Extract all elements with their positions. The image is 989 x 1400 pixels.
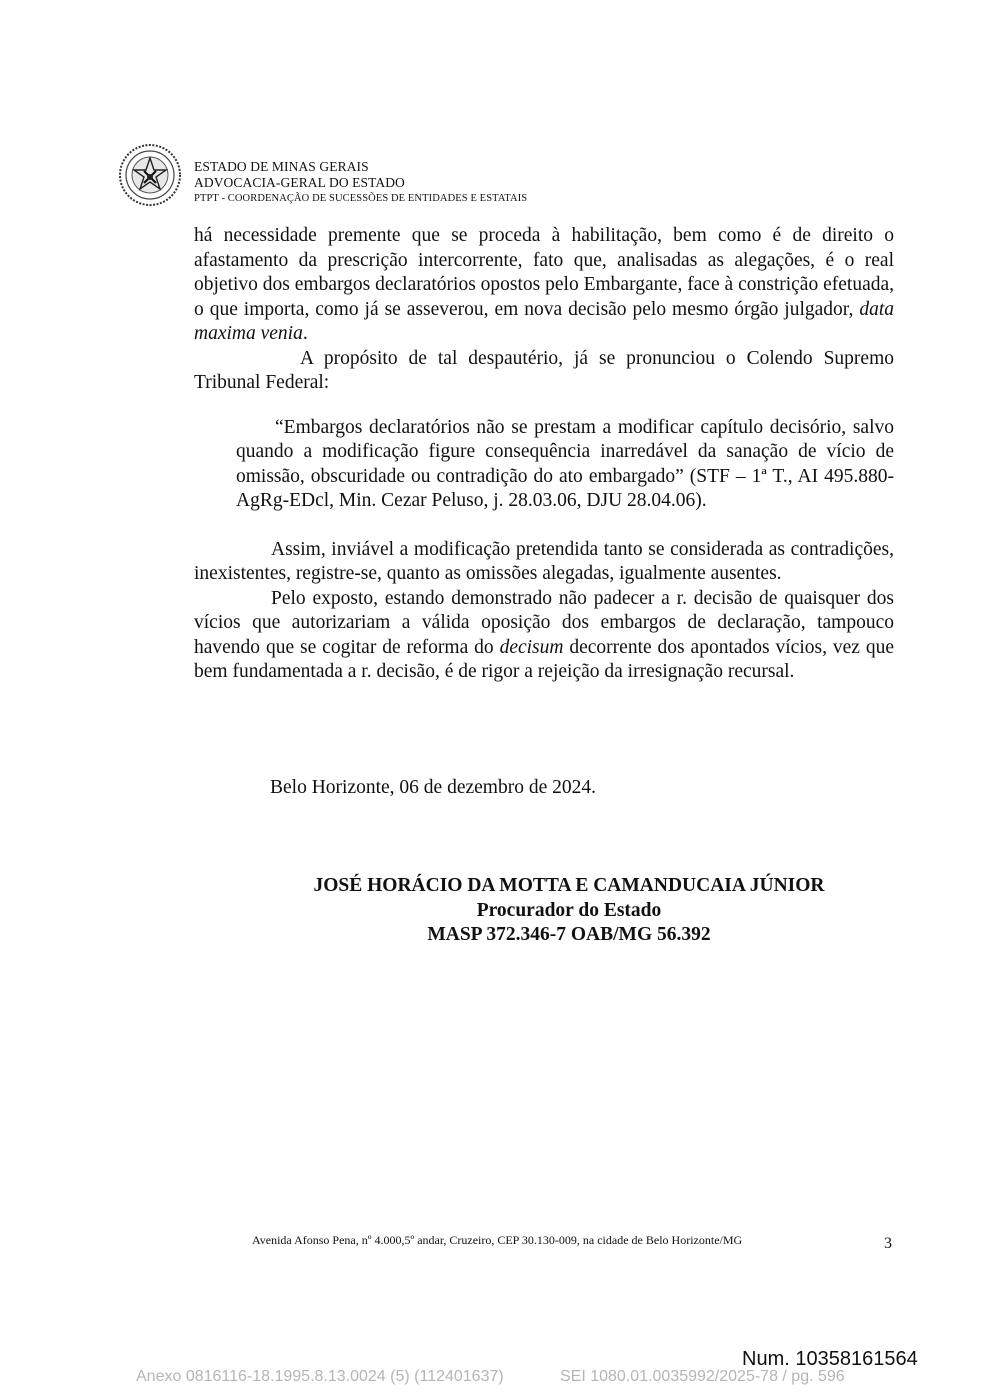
sei-stamp: SEI 1080.01.0035992/2025-78 / pg. 596	[560, 1368, 845, 1385]
paragraph-2: A propósito de tal despautério, já se pronunciou o Colendo Supremo Tribunal Federal:	[194, 347, 894, 393]
document-body	[194, 224, 894, 685]
agency-name: ADVOCACIA-GERAL DO ESTADO	[194, 175, 405, 190]
latin-term: decisum	[499, 636, 564, 658]
quote-text: “Embargos declaratórios não se prestam a modificar capítulo decisório, salvo quando a modificação figure consequência inarredável da sanação de vício de omissão, obscuridade ou contradição do ato embargado” (STF – 1ª T., AI 495.880-AgRg-EDcl, Min. Cezar Peluso, j. 28.03.06, DJU 28.04.06).	[236, 416, 894, 511]
letterhead-text	[194, 159, 527, 207]
signer-role: Procurador do Estado	[476, 899, 662, 921]
paragraph-4-text: Pelo exposto, estando demonstrado não padecer a r. decisão de quaisquer dos vícios que autorizariam a válida oposição dos embargos de declaração, tampouco havendo que se cogitar de reforma do	[194, 587, 894, 658]
latin-phrase: data maxima venia	[194, 298, 894, 344]
paragraph-3: Assim, inviável a modificação pretendida tanto se considerada as contradições, inexistentes, registre-se, quanto as omissões alegadas, igualmente ausentes.	[194, 538, 894, 584]
paragraph-1-end: .	[302, 323, 308, 344]
state-seal-icon	[118, 143, 182, 207]
footer-address: Avenida Afonso Pena, nº 4.000,5º andar, Cruzeiro, CEP 30.130-009, na cidade de Belo Horizonte/MG	[252, 1233, 743, 1247]
signer-ids: MASP 372.346-7 OAB/MG 56.392	[427, 924, 711, 945]
paragraph-1	[194, 224, 894, 347]
place-date: Belo Horizonte, 06 de dezembro de 2024.	[270, 777, 596, 798]
signer-name: JOSÉ HORÁCIO DA MOTTA E CAMANDUCAIA JÚNIOR	[313, 875, 825, 896]
document-number-stamp: Num. 10358161564	[742, 1348, 918, 1370]
page-number: 3	[884, 1235, 892, 1252]
state-name: ESTADO DE MINAS GERAIS	[194, 159, 369, 174]
annex-stamp: Anexo 0816116-18.1995.8.13.0024 (5) (112401637)	[136, 1368, 504, 1385]
paragraph-1-text: há necessidade premente que se proceda à habilitação, bem como é de direito o afastamento da prescrição intercorrente, fato que, analisadas as alegações, é o real objetivo dos embargos declaratórios opostos pelo Embargante, face à constrição efetuada, o que importa, como já se asseverou, em nova decisão pelo mesmo órgão julgador,	[194, 225, 894, 320]
department-name: PTPT - COORDENAÇÃO DE SUCESSÕES DE ENTIDADES E ESTATAIS	[194, 193, 528, 204]
letterhead	[118, 143, 818, 213]
paragraph-4-end: decorrente dos apontados vícios, vez que bem fundamentada a r. decisão, é de rigor a rejeição da irresignação recursal.	[194, 636, 894, 682]
paragraph-4	[194, 587, 894, 685]
block-quote	[236, 416, 894, 514]
signature-block	[194, 874, 944, 948]
